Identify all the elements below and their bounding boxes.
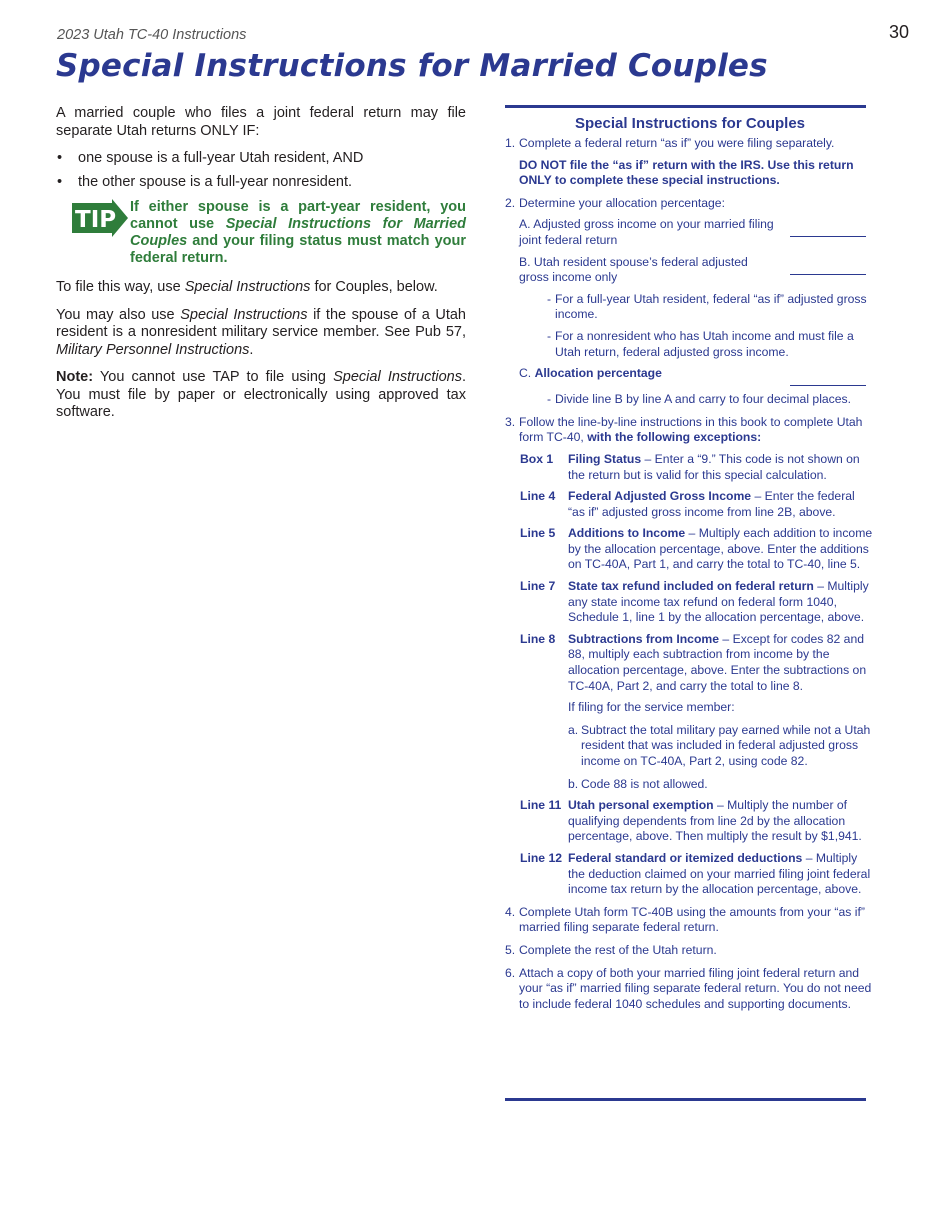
step-6: 6. Attach a copy of both your married filing joint federal return and your “as if” married filing separate federal return. You do not need to include federal 1040 schedules and supporting documents. bbox=[505, 965, 872, 1011]
box-title: Special Instructions for Couples bbox=[574, 115, 806, 132]
page-number: 30 bbox=[889, 22, 910, 42]
tip-box bbox=[56, 199, 466, 267]
line-b: B. Utah resident spouse’s federal adjusted gross income only bbox=[519, 255, 875, 286]
step-3: 3. Follow the line-by-line instructions in this book to complete Utah form TC-40, with the following exceptions: bbox=[505, 414, 863, 445]
line-c-note: - Divide line B by line A and carry to four decimal places. bbox=[547, 392, 852, 407]
line-a: A. Adjusted gross income on your married filing joint federal return bbox=[519, 217, 875, 248]
military-paragraph: You may also use Special Instructions if the spouse of a Utah resident is a nonresident military service member. See Pub 57, Military Personnel Instructions. bbox=[56, 306, 466, 358]
step-2: 2. Determine your allocation percentage: A. Adjusted gross income on your married filing joint federal return B. Utah resident spouse’s federal adjusted gross income only - For a full-year Utah resident, federal “as if” adjusted gross income. - For a nonresident who has Utah income and must file a Utah return, federal adjusted gross income. C. Allocation percentage - Divide line B by line A and carry to four decimal places. bbox=[505, 196, 875, 408]
exception-line-7: Line 7 State tax refund included on federal return – Multiply any state income tax refund on federal form 1040, Schedule 1, line 1 by the allocation percentage, above. bbox=[520, 579, 869, 625]
document-header: 2023 Utah TC-40 Instructions bbox=[57, 27, 247, 43]
line-b-note: - For a nonresident who has Utah income and must file a Utah return, federal adjusted gross income. bbox=[547, 328, 854, 359]
step-5: 5. Complete the rest of the Utah return. bbox=[505, 942, 717, 957]
exception-line-5: Line 5 Additions to Income – Multiply each addition to income by the allocation percentage, above. Enter the additions on TC-40A, Part 1, and carry the total to TC-40, line 5. bbox=[520, 526, 873, 572]
tip-badge-text: TIP bbox=[75, 207, 117, 233]
file-way-paragraph: To file this way, use Special Instructions for Couples, below. bbox=[56, 279, 438, 295]
exception-line-12: Line 12 Federal standard or itemized deductions – Multiply the deduction claimed on your married filing joint federal income tax return by the allocation percentage, above. bbox=[520, 850, 871, 897]
service-member-a: a. Subtract the total military pay earned while not a Utah resident that was included in federal adjusted gross income on TC-40A, Part 2, using code 82. bbox=[568, 722, 871, 768]
service-member-b: b. Code 88 is not allowed. bbox=[568, 776, 708, 791]
line-b-note: - For a full-year Utah resident, federal “as if” adjusted gross income. bbox=[547, 291, 867, 322]
list-item: • the other spouse is a full-year nonresident. bbox=[56, 174, 466, 192]
page-title: Special Instructions for Married Couples bbox=[56, 48, 768, 84]
step-4: 4. Complete Utah form TC-40B using the amounts from your “as if” married filing separate federal return. bbox=[505, 904, 865, 935]
exception-line-8: Line 8 Subtractions from Income – Except for codes 82 and 88, multiply each subtraction from income by the allocation percentage, above. Enter the subtractions on TC-40A, Part 2, and carry the total to line 8. If filing for the service member: a. Subtract the total military pay earned while not a Utah resident that was included in federal adjusted gross income on TC-40A, Part 2, using code 82. b. Code 88 is not allowed. bbox=[505, 632, 875, 792]
note-paragraph: Note: You cannot use TAP to file using Special Instructions. You must file by paper or electronically using approved tax software. bbox=[56, 369, 466, 420]
line-b-blank bbox=[790, 255, 866, 275]
eligibility-list bbox=[56, 150, 466, 191]
service-member-note: If filing for the service member: bbox=[568, 700, 735, 715]
tip-text: If either spouse is a part-year resident, you cannot use Special Instructions for Married Couples and your filing status must match your federal return. bbox=[130, 199, 466, 266]
instructions-content bbox=[505, 115, 875, 1012]
line-c-blank bbox=[790, 366, 866, 386]
list-item: • one spouse is a full-year Utah resident, AND bbox=[56, 150, 466, 168]
intro-paragraph: A married couple who files a joint federal return may file separate Utah returns ONLY IF: bbox=[56, 105, 466, 139]
exception-line-11: Line 11 Utah personal exemption – Multiply the number of qualifying dependents from line 2d by the allocation percentage, above. Then multiply the result by $1,941. bbox=[520, 798, 862, 844]
step-1: 1. Complete a federal return “as if” you were filing separately. DO NOT file the “as if” return with the IRS. Use this return ONLY to complete these special instructions. bbox=[505, 136, 875, 189]
tip-arrow-icon bbox=[72, 199, 128, 237]
step-1-warning: DO NOT file the “as if” return with the IRS. Use this return ONLY to complete these special instructions. bbox=[519, 157, 854, 188]
line-a-blank bbox=[790, 217, 866, 237]
line-c: C. Allocation percentage bbox=[519, 366, 875, 386]
left-column bbox=[56, 105, 466, 432]
exception-line-4: Line 4 Federal Adjusted Gross Income – Enter the federal “as if” adjusted gross income from line 2B, above. bbox=[520, 489, 855, 519]
exception-box-1: Box 1 Filing Status – Enter a “9.” This code is not shown on the return but is valid for this special calculation. bbox=[520, 451, 860, 482]
